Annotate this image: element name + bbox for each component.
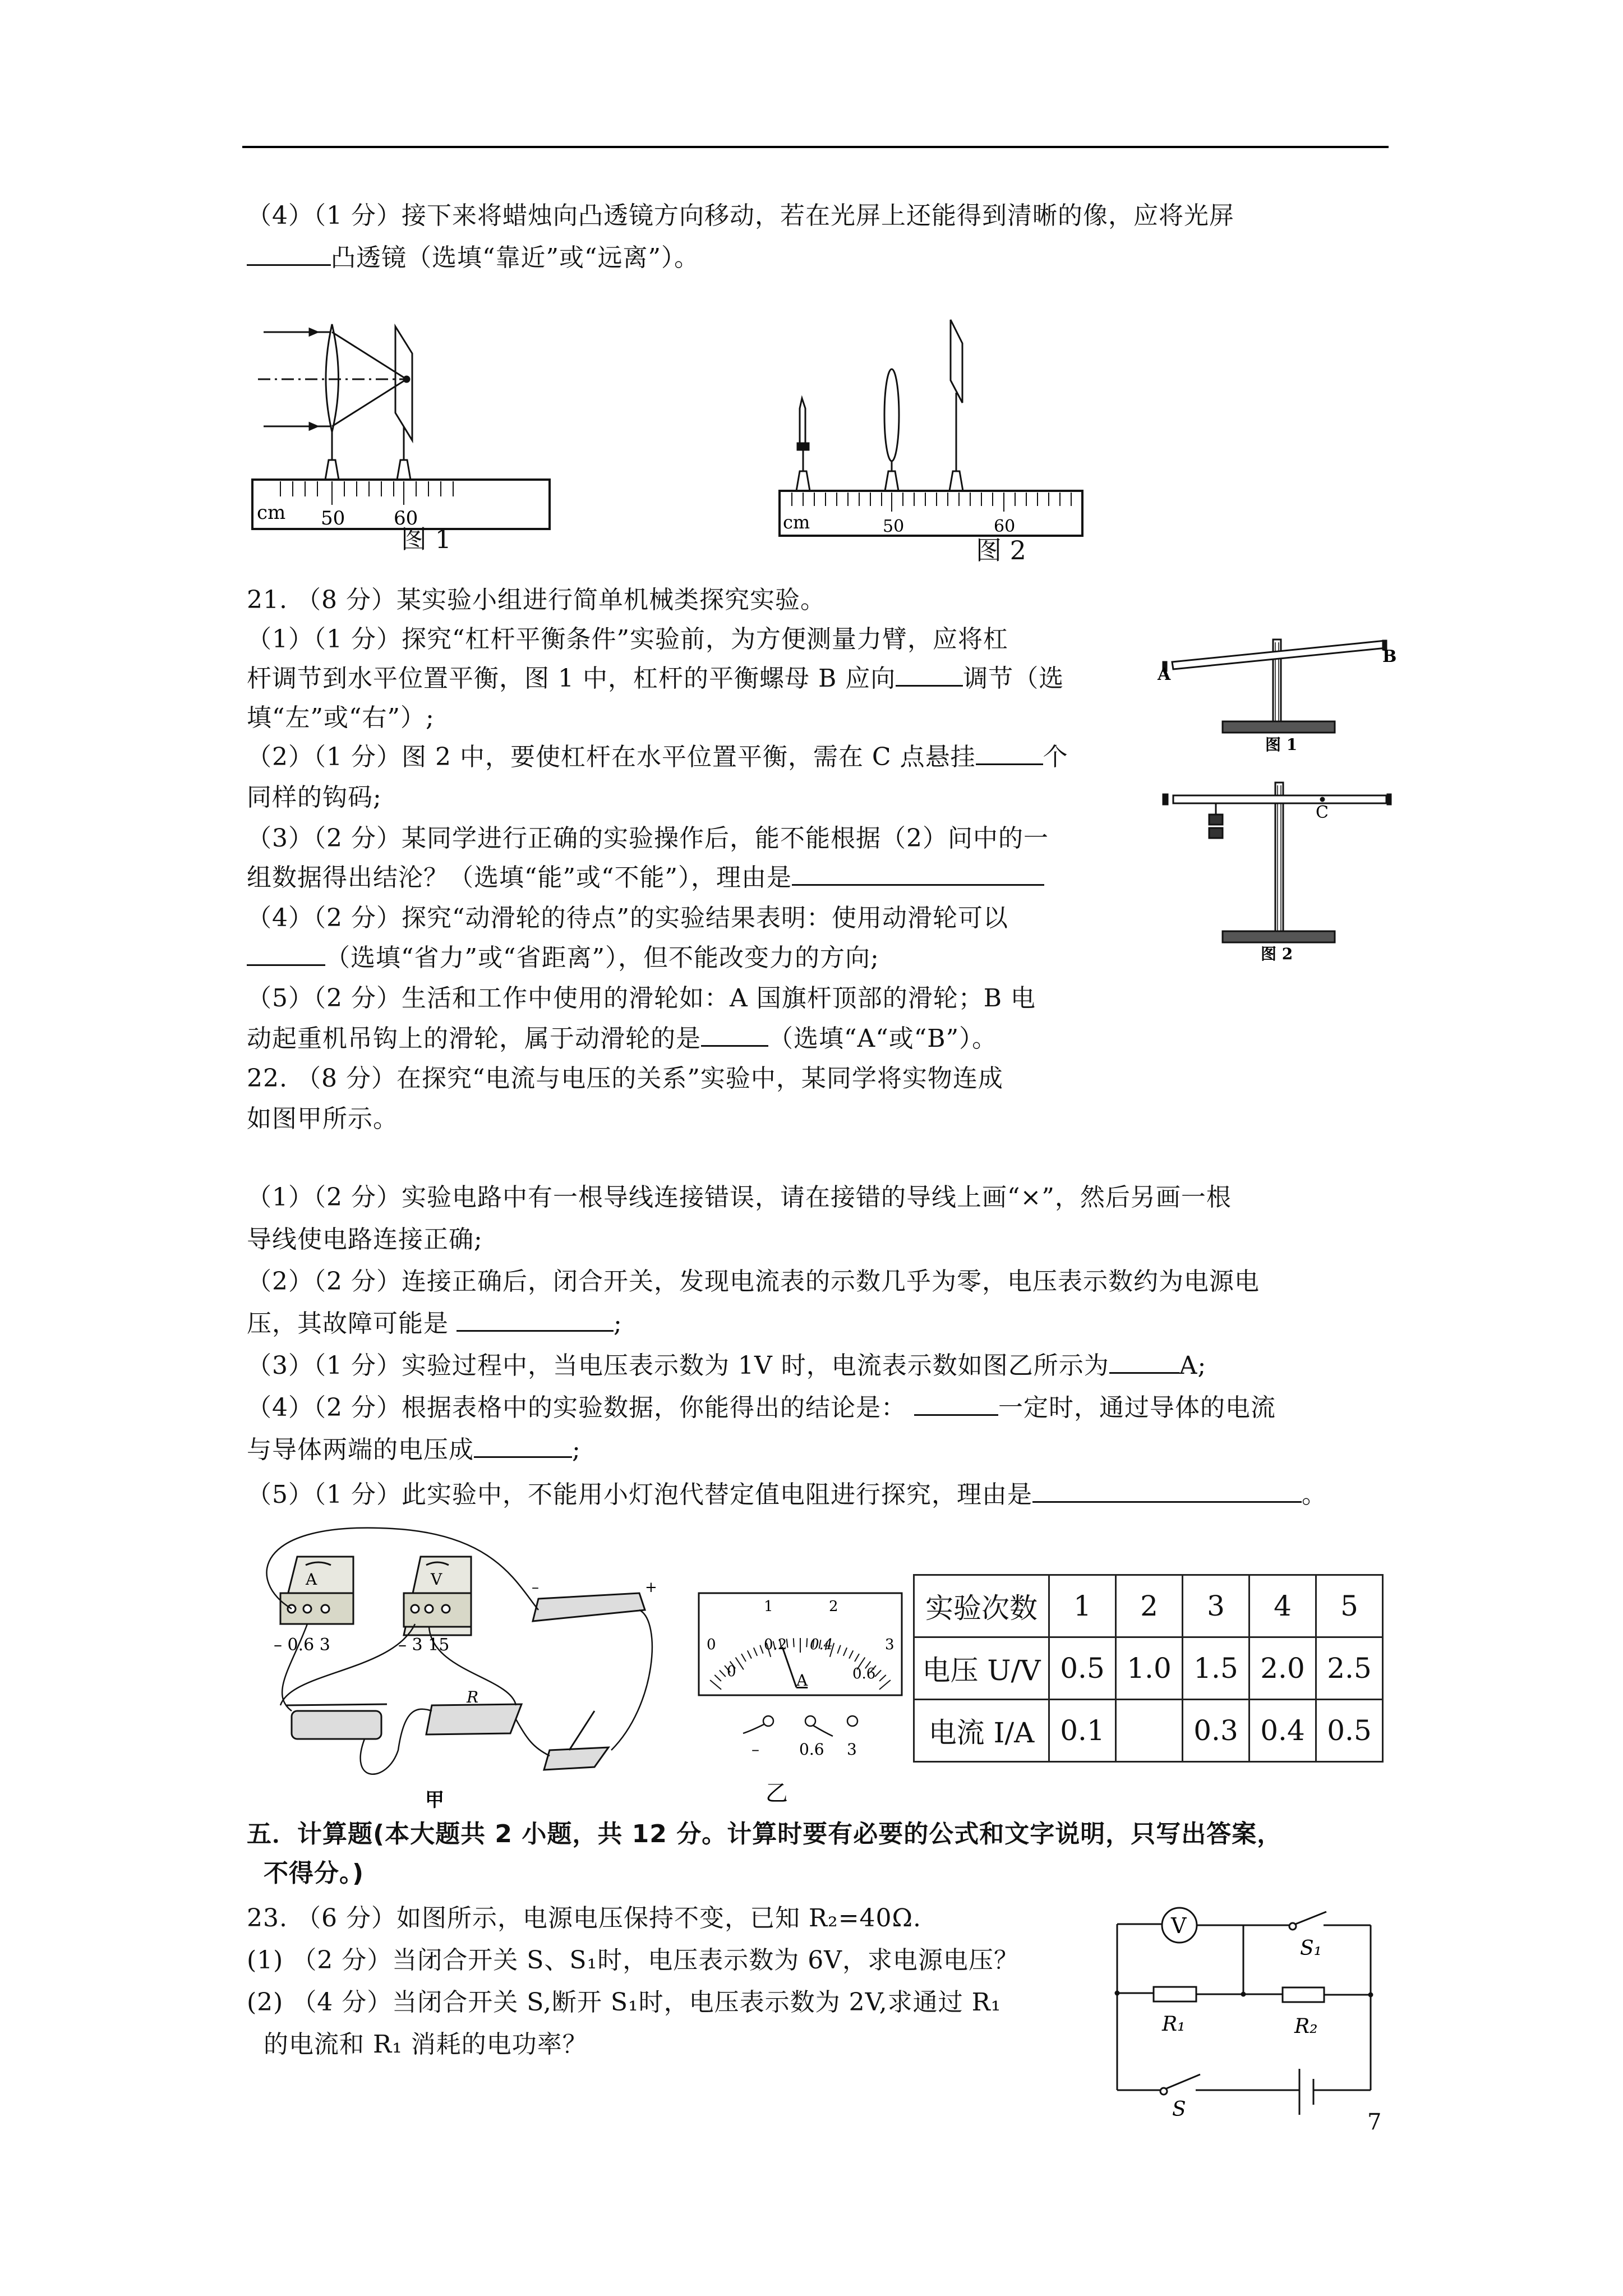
q21-p4-text: （选填“省力”或“省距离”），但不能改变力的方向; (325, 944, 879, 972)
tick-label: 50 (321, 507, 345, 530)
resistor-label: R (467, 1688, 479, 1706)
dial-tick (741, 1654, 746, 1662)
table-cell: 1.5 (1183, 1637, 1249, 1700)
inner-scale-label: 0 (727, 1663, 736, 1680)
battery (533, 1593, 645, 1621)
outer-scale-label: 1 (764, 1598, 773, 1615)
lever-fig1-caption: 图 1 (1265, 735, 1298, 754)
label-c: C (1316, 803, 1329, 822)
q21-title: 21. （8 分）某实验小组进行简单机械类探究实验。 (247, 586, 826, 614)
switch-s1-blade (1295, 1912, 1326, 1924)
terminal-label: – (751, 1740, 759, 1759)
switch-s1-label: S₁ (1300, 1937, 1322, 1960)
q21-p3-text: 组数据得出结沦？（选填“能”或“不能”），理由是 (247, 863, 792, 892)
q21-part1-line1: （1）（1 分）探究“杠杆平衡条件”实验前，为方便测量力臂，应将杠 (247, 625, 1008, 654)
hook-weight (1209, 815, 1223, 825)
answer-blank[interactable] (792, 862, 1044, 886)
answer-blank[interactable] (896, 662, 963, 687)
unit-label: A (796, 1671, 808, 1690)
resistor-r1 (1154, 1987, 1196, 2001)
dial-tick (879, 1675, 886, 1681)
q22-figure-jia (247, 1526, 684, 1818)
q22-p3-text: （3）（1 分）实验过程中，当电压表示数为 1V 时，电流表示数如图乙所示为 (247, 1351, 1109, 1380)
q22-p4-text: 与导体两端的电压成 (247, 1435, 474, 1464)
answer-blank[interactable] (914, 1392, 998, 1416)
dial-tick (875, 1670, 881, 1677)
q21-part5-line1: （5）（2 分）生活和工作中使用的滑轮如：A 国旗杆顶部的滑轮；B 电 (247, 984, 1036, 1013)
label-b: B (1382, 647, 1397, 666)
table-header-cell: 5 (1316, 1575, 1383, 1637)
table-cell: 0.3 (1183, 1700, 1249, 1762)
q22-figure-yi (684, 1571, 920, 1818)
table-header-row (914, 1575, 1383, 1637)
q21-part4-line2 (247, 941, 879, 975)
switch-s1-pivot (1289, 1923, 1296, 1930)
battery-plus: + (645, 1579, 657, 1596)
q21-part2-line1 (247, 740, 1068, 774)
q22-part4-line1 (247, 1391, 1276, 1425)
q22-part4-line2 (247, 1433, 581, 1467)
q20-part4-line1: （4）（1 分）接下来将蜡烛向凸透镜方向移动，若在光屏上还能得到清晰的像，应将光屏 (247, 201, 1234, 230)
dial-tick (754, 1648, 757, 1656)
q23-circuit-diagram (1099, 1896, 1424, 2132)
table-cell: 0.5 (1316, 1700, 1383, 1762)
inner-scale-label: 0.6 (852, 1665, 876, 1682)
q21-lever-figures (1155, 617, 1447, 1133)
answer-blank[interactable] (1109, 1350, 1179, 1374)
fig-jia-caption: 甲 (425, 1789, 444, 1811)
candle (800, 398, 805, 446)
ruler-unit: cm (783, 512, 810, 533)
q21-p5-text: 动起重机吊钩上的滑轮，属于动滑轮的是 (247, 1024, 701, 1053)
outer-scale-label: 2 (829, 1598, 838, 1615)
dial-tick (714, 1675, 721, 1681)
table-cell: 0.5 (1049, 1637, 1116, 1700)
battery-minus: – (532, 1579, 539, 1596)
table-cell: 0.1 (1049, 1700, 1116, 1762)
table-row-voltage (914, 1637, 1383, 1700)
resistor-r2 (1283, 1987, 1324, 2002)
resistor-r (426, 1704, 522, 1734)
q20-part4-line2 (247, 241, 699, 275)
answer-blank[interactable] (474, 1434, 572, 1458)
q21-p5-text: （选填“A“或“B”）。 (768, 1024, 998, 1053)
terminal-label: 0.6 (799, 1740, 824, 1759)
table-header-cell: 3 (1183, 1575, 1249, 1637)
q21-p2-text: 个 (1043, 743, 1068, 771)
fig1-caption: 图 1 (401, 524, 451, 554)
q22-p4-text: （4）（2 分）根据表格中的实验数据，你能得出的结论是： (247, 1393, 906, 1422)
q22-p2-text: ; (614, 1309, 623, 1338)
dial-tick (736, 1658, 744, 1670)
lever-fig2-caption: 图 2 (1261, 945, 1293, 963)
q22-part2-line2 (247, 1307, 623, 1341)
dial-tick (760, 1645, 763, 1654)
q22-p5-text: 。 (1301, 1480, 1327, 1509)
table-cell (1116, 1700, 1183, 1762)
tick-label: 50 (883, 517, 905, 536)
q22-title-line2: 如图甲所示。 (247, 1105, 398, 1133)
answer-blank[interactable] (247, 242, 331, 266)
q21-part1-line3: 填“左”或“右”）; (247, 703, 435, 732)
table-cell: 2.0 (1249, 1637, 1316, 1700)
q23-part2-line2: 的电流和 R₁ 消耗的电功率？ (264, 2030, 588, 2059)
light-screen (951, 320, 962, 403)
label-a: A (1158, 665, 1171, 684)
switch-s-label: S (1172, 2098, 1186, 2121)
ruler-unit: cm (257, 501, 286, 524)
experiment-data-table (913, 1574, 1384, 1763)
dial-tick (720, 1670, 726, 1677)
hook-weight (1209, 828, 1223, 838)
q22-p2-text: 压，其故障可能是 (247, 1309, 449, 1338)
table-cell: 1.0 (1116, 1637, 1183, 1700)
dial-tick (849, 1650, 853, 1658)
q21-p1-text: 调节（选 (963, 664, 1064, 693)
dial-tick (748, 1650, 751, 1658)
ammeter-symbol: A (306, 1570, 317, 1589)
light-screen (395, 326, 412, 440)
page-number: 7 (1367, 2109, 1382, 2135)
r2-label: R₂ (1294, 2015, 1318, 2038)
switch-s-pivot (1160, 2088, 1167, 2095)
table-cell: 0.4 (1249, 1700, 1316, 1762)
q22-p5-text: （5）（1 分）此实验中，不能用小灯泡代替定值电阻进行探究，理由是 (247, 1480, 1032, 1509)
q22-part5 (247, 1478, 1327, 1512)
q21-part2-line2: 同样的钩码; (247, 783, 382, 812)
lever-figure-2 (1163, 783, 1391, 942)
q21-part1-line2 (247, 662, 1064, 696)
q21-part4-line1: （4）（2 分）探究“动滑轮的待点”的实验结果表明：使用动滑轮可以 (247, 904, 1008, 932)
q21-part3-line1: （3）（2 分）某同学进行正确的实验操作后，能不能根据（2）问中的一 (247, 824, 1049, 853)
dial-tick (837, 1645, 840, 1654)
section5-heading-line2: 不得分。) (264, 1859, 365, 1888)
answer-blank[interactable] (1032, 1479, 1302, 1503)
dial-tick (710, 1680, 721, 1690)
q23-part1: (1) （2 分）当闭合开关 S、S₁时，电压表示数为 6V，求电源电压？ (247, 1946, 1019, 1975)
answer-blank[interactable] (457, 1308, 614, 1332)
q22-part3 (247, 1349, 1206, 1383)
row-label: 电流 I/A (914, 1700, 1049, 1762)
q21-p2-text: （2）（1 分）图 2 中，要使杠杆在水平位置平衡，需在 C 点悬挂 (247, 743, 976, 771)
convex-lens (326, 324, 339, 432)
ammeter-terminals: – 0.6 3 (274, 1635, 330, 1655)
outer-scale-label: 0 (707, 1636, 716, 1653)
table-header-cell: 2 (1116, 1575, 1183, 1637)
voltmeter-terminals: – 3 15 (398, 1635, 450, 1655)
table-row-current (914, 1700, 1383, 1762)
q22-p3-text: A; (1179, 1351, 1207, 1380)
switch-s-blade (1166, 2074, 1200, 2088)
table-header-cell: 1 (1049, 1575, 1116, 1637)
inner-scale-label: 0.2 (764, 1636, 787, 1653)
answer-blank[interactable] (976, 741, 1043, 765)
dial-tick (855, 1654, 859, 1662)
outer-scale-label: 3 (885, 1636, 895, 1653)
dial-tick (806, 1638, 807, 1647)
q21-p1-text: 杆调节到水平位置平衡，图 1 中，杠杆的平衡螺母 B 应向 (247, 664, 896, 693)
row-label: 电压 U/V (914, 1637, 1049, 1700)
q22-p4-text: ; (572, 1435, 581, 1464)
q22-title-line1: 22. （8 分）在探究“电流与电压的关系”实验中，某同学将实物连成 (247, 1064, 1003, 1093)
header-rule (242, 146, 1389, 148)
q21-part3-line2 (247, 861, 1044, 895)
inner-scale-label: 0.4 (810, 1636, 833, 1653)
fig-yi-caption: 乙 (766, 1780, 788, 1806)
dial-tick (879, 1680, 891, 1690)
tick-label: 60 (394, 507, 418, 530)
r1-label: R₁ (1162, 2013, 1186, 2036)
q22-part2-line1: （2）（2 分）连接正确后，闭合开关，发现电流表的示数几乎为零，电压表示数约为电源电 (247, 1267, 1260, 1296)
lever-figure-1 (1163, 639, 1386, 733)
terminal-label: 3 (847, 1740, 857, 1759)
voltmeter-label: V (1171, 1913, 1187, 1938)
q21-part5-line2 (247, 1022, 997, 1056)
q20-part4-text: 凸透镜（选填“靠近”或“远离”）。 (331, 243, 699, 272)
answer-blank[interactable] (701, 1023, 768, 1047)
q20-figure-2 (774, 303, 1178, 567)
q22-p4-text: 一定时，通过导体的电流 (998, 1393, 1276, 1422)
q22-part1-line2: 导线使电路连接正确; (247, 1225, 483, 1254)
rheostat (292, 1711, 381, 1739)
answer-blank[interactable] (247, 942, 325, 966)
knife-switch (544, 1747, 608, 1770)
fig2-caption: 图 2 (976, 535, 1026, 565)
convex-lens (884, 369, 899, 461)
section5-heading-line1: 五．计算题(本大题共 2 小题，共 12 分。计算时要有必要的公式和文字说明，只写出答案， (247, 1820, 1283, 1848)
tick-label: 60 (994, 517, 1016, 536)
voltmeter-symbol: V (431, 1570, 442, 1589)
q22-part1-line1: （1）（2 分）实验电路中有一根导线连接错误，请在接错的导线上画“×”，然后另画一根 (247, 1183, 1232, 1212)
table-header-cell: 4 (1249, 1575, 1316, 1637)
dial-tick (843, 1648, 847, 1656)
q23-part2-line1: (2) （4 分）当闭合开关 S,断开 S₁时，电压表示数为 2V,求通过 R₁ (247, 1988, 1002, 2017)
table-header-cell: 实验次数 (914, 1575, 1049, 1637)
table-cell: 2.5 (1316, 1637, 1383, 1700)
q23-title: 23. （6 分）如图所示，电源电压保持不变，已知 R₂=40Ω. (247, 1904, 922, 1932)
